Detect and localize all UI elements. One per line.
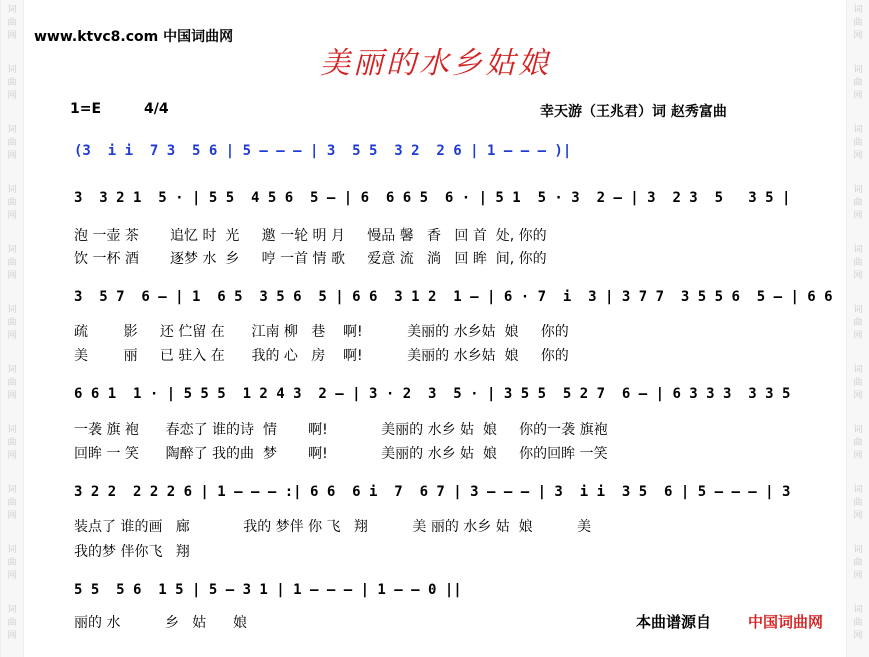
notation-line-5: 5 5 5 6 1 5 | 5 — 3 1 | 1 — — — | 1 — — 0 || (74, 582, 462, 598)
watermark-text: 词 曲 网 (7, 125, 17, 161)
watermark-text: 词 曲 网 (7, 185, 17, 221)
watermark-text: 词 曲 网 (7, 5, 17, 41)
watermark-text: 词 曲 网 (853, 425, 863, 461)
notation-line-1: 3 3 2 1 5 · | 5 5 4 5 6 5 — | 6 6 6 5 6 · | 5 1 5 · 3 2 — | 3 2 3 5 3 5 | (74, 190, 791, 206)
watermark-text: 词 曲 网 (7, 65, 17, 101)
credits: 幸天游（王兆君）词 赵秀富曲 (540, 104, 727, 120)
left-watermark-strip (0, 0, 24, 657)
lyric-line-3-verse-2: 回眸 一 笑 陶醉了 我的曲 梦 啊! 美丽的 水乡 姑 娘 你的回眸 一笑 (74, 446, 608, 462)
lyric-line-1-verse-1: 泡 一壶 茶 追忆 时 光 邀 一轮 明 月 慢品 馨 香 回 首 处, 你的 (74, 228, 547, 244)
source-site-link[interactable]: 中国词曲网 (748, 613, 824, 631)
song-title: 美丽的水乡姑娘 (320, 46, 551, 81)
watermark-text: 词 曲 网 (7, 245, 17, 281)
watermark-text: 词 曲 网 (853, 545, 863, 581)
time-signature: 4/4 (144, 101, 169, 117)
key-signature: 1=E (70, 101, 102, 117)
notation-line-2: 3 5 7 6 — | 1 6 5 3 5 6 5 | 6 6 3 1 2 1 — | 6 · 7 i 3 | 3 7 7 3 5 5 6 5 — | 6 6 (74, 289, 833, 305)
lyric-line-4-verse-1: 装点了 谁的画 廊 我的 梦伴 你 飞 翔 美 丽的 水乡 姑 娘 美 (74, 519, 592, 535)
watermark-text: 词 曲 网 (853, 305, 863, 341)
lyric-line-3-verse-1: 一袭 旗 袍 春恋了 谁的诗 情 啊! 美丽的 水乡 姑 娘 你的一袭 旗袍 (74, 422, 608, 438)
lyric-line-1-verse-2: 饮 一杯 酒 逐梦 水 乡 哼 一首 情 歌 爱意 流 淌 回 眸 间, 你的 (74, 251, 547, 267)
watermark-text: 词 曲 网 (7, 305, 17, 341)
watermark-text: 词 曲 网 (853, 65, 863, 101)
site-url: www.ktvc8.com 中国词曲网 (34, 29, 234, 45)
source-label: 本曲谱源自 (636, 613, 712, 631)
watermark-text: 词 曲 网 (853, 485, 863, 521)
intro-notation: (3 i i 7 3 5 6 | 5 — — — | 3 5 5 3 2 2 6 | 1 — — — )| (74, 143, 572, 159)
watermark-text: 词 曲 网 (853, 5, 863, 41)
watermark-text: 词 曲 网 (853, 245, 863, 281)
lyric-line-5-verse-1: 丽的 水 乡 姑 娘 (74, 615, 248, 631)
watermark-text: 词 曲 网 (853, 605, 863, 641)
watermark-text: 词 曲 网 (7, 485, 17, 521)
watermark-text: 词 曲 网 (7, 545, 17, 581)
lyric-line-4-verse-2: 我的梦 伴你飞 翔 (74, 544, 190, 560)
watermark-text: 词 曲 网 (853, 365, 863, 401)
notation-line-3: 6 6 1 1 · | 5 5 5 1 2 4 3 2 — | 3 · 2 3 5 · | 3 5 5 5 2 7 6 — | 6 3 3 3 3 3 5 (74, 386, 791, 402)
watermark-text: 词 曲 网 (7, 365, 17, 401)
notation-line-4: 3 2 2 2 2 2 6 | 1 — — — :| 6 6 6 i 7 6 7 | 3 — — — | 3 i i 3 5 6 | 5 — — — | 3 (74, 484, 791, 500)
watermark-text: 词 曲 网 (7, 605, 17, 641)
right-watermark-strip (846, 0, 869, 657)
lyric-line-2-verse-1: 疏 影 还 伫留 在 江南 柳 巷 啊! 美丽的 水乡姑 娘 你的 (74, 324, 569, 340)
watermark-text: 词 曲 网 (853, 185, 863, 221)
lyric-line-2-verse-2: 美 丽 已 驻入 在 我的 心 房 啊! 美丽的 水乡姑 娘 你的 (74, 348, 569, 364)
watermark-text: 词 曲 网 (853, 125, 863, 161)
watermark-text: 词 曲 网 (7, 425, 17, 461)
